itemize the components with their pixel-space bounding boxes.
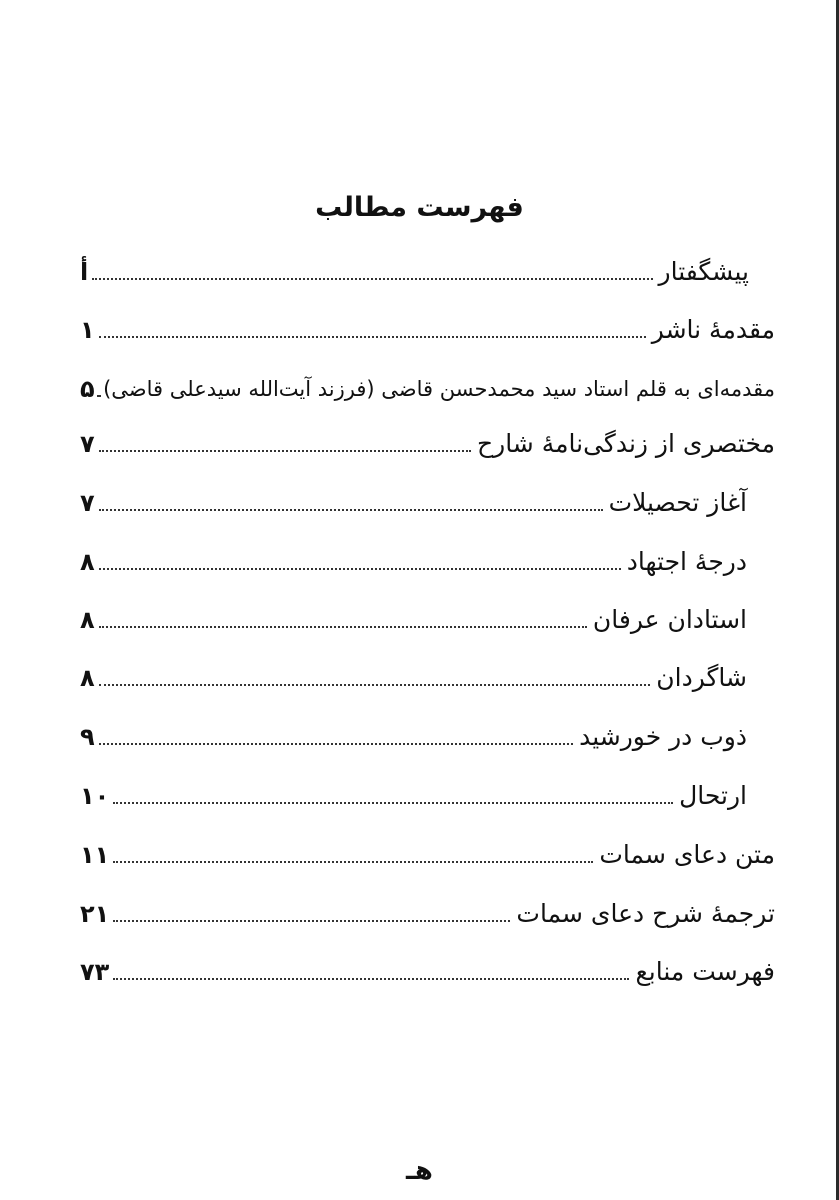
toc-entry-label: ترجمهٔ شرح دعای سمات [516, 899, 775, 928]
toc-entry-page: ۸ [80, 664, 95, 692]
toc-entry-label: مقدمه‌ای به قلم استاد سید محمدحسن قاضی (فرزند آیت‌الله سیدعلی قاضی) [103, 377, 775, 401]
toc-entry-studies[interactable] [80, 479, 747, 519]
toc-entry-prayer-translation[interactable] [80, 890, 775, 930]
toc-entry-page: ۹ [80, 723, 95, 751]
toc-entry-label: فهرست منابع [635, 957, 775, 986]
page-title: فهرست مطالب [315, 192, 524, 223]
toc-entry-sources[interactable] [80, 948, 775, 988]
toc-entry-label: ارتحال [679, 781, 747, 810]
toc-entry-label: مقدمهٔ ناشر [651, 315, 775, 344]
toc-entry-page: ۱۰ [80, 782, 110, 810]
toc-entry-page: ۷ [80, 489, 95, 517]
dot-leader [99, 743, 573, 745]
toc-entry-page: ۱ [80, 316, 95, 344]
toc-entry-prayer-text[interactable] [80, 831, 775, 871]
toc-entry-page: ۵ [80, 375, 95, 403]
toc-entry-label: ذوب در خورشید [579, 722, 747, 751]
toc-entry-label: استادان عرفان [592, 605, 747, 634]
page-number: هـ [406, 1156, 433, 1186]
toc-entry-label: پیشگفتار [658, 257, 749, 286]
toc-entry-page: ۱۱ [80, 841, 110, 869]
dot-leader [99, 568, 621, 570]
dot-leader [99, 336, 646, 338]
toc-entry-label: شاگردان [656, 663, 747, 692]
toc-entry-biography[interactable] [80, 420, 775, 460]
toc-entry-label: درجهٔ اجتهاد [626, 547, 747, 576]
toc-entry-preface[interactable] [80, 248, 749, 288]
dot-leader [113, 861, 593, 863]
dot-leader [99, 684, 651, 686]
toc-entry-ijtihad[interactable] [80, 538, 747, 578]
toc-entry-page: ۸ [80, 548, 95, 576]
toc-entry-publisher-intro[interactable] [80, 306, 775, 346]
toc-entry-page: أ [80, 258, 89, 286]
toc-entry-students[interactable] [80, 654, 747, 694]
toc-entry-label: متن دعای سمات [599, 840, 775, 869]
dot-leader [99, 509, 603, 511]
toc-entry-passing[interactable] [80, 772, 747, 812]
toc-entry-page: ۷۳ [80, 958, 110, 986]
dot-leader [99, 626, 587, 628]
toc-entry-page: ۷ [80, 430, 95, 458]
dot-leader [92, 278, 652, 280]
dot-leader [97, 395, 101, 397]
dot-leader [99, 450, 471, 452]
dot-leader [113, 978, 629, 980]
toc-entry-page: ۸ [80, 606, 95, 634]
toc-entry-masters[interactable] [80, 596, 747, 636]
dot-leader [113, 802, 673, 804]
toc-entry-label: آغاز تحصیلات [608, 488, 747, 517]
toc-entry-sun[interactable] [80, 713, 747, 753]
toc-entry-qazi-intro[interactable] [80, 365, 775, 405]
dot-leader [113, 920, 510, 922]
toc-entry-page: ۲۱ [80, 900, 110, 928]
toc-entry-label: مختصری از زندگی‌نامهٔ شارح [476, 429, 775, 458]
